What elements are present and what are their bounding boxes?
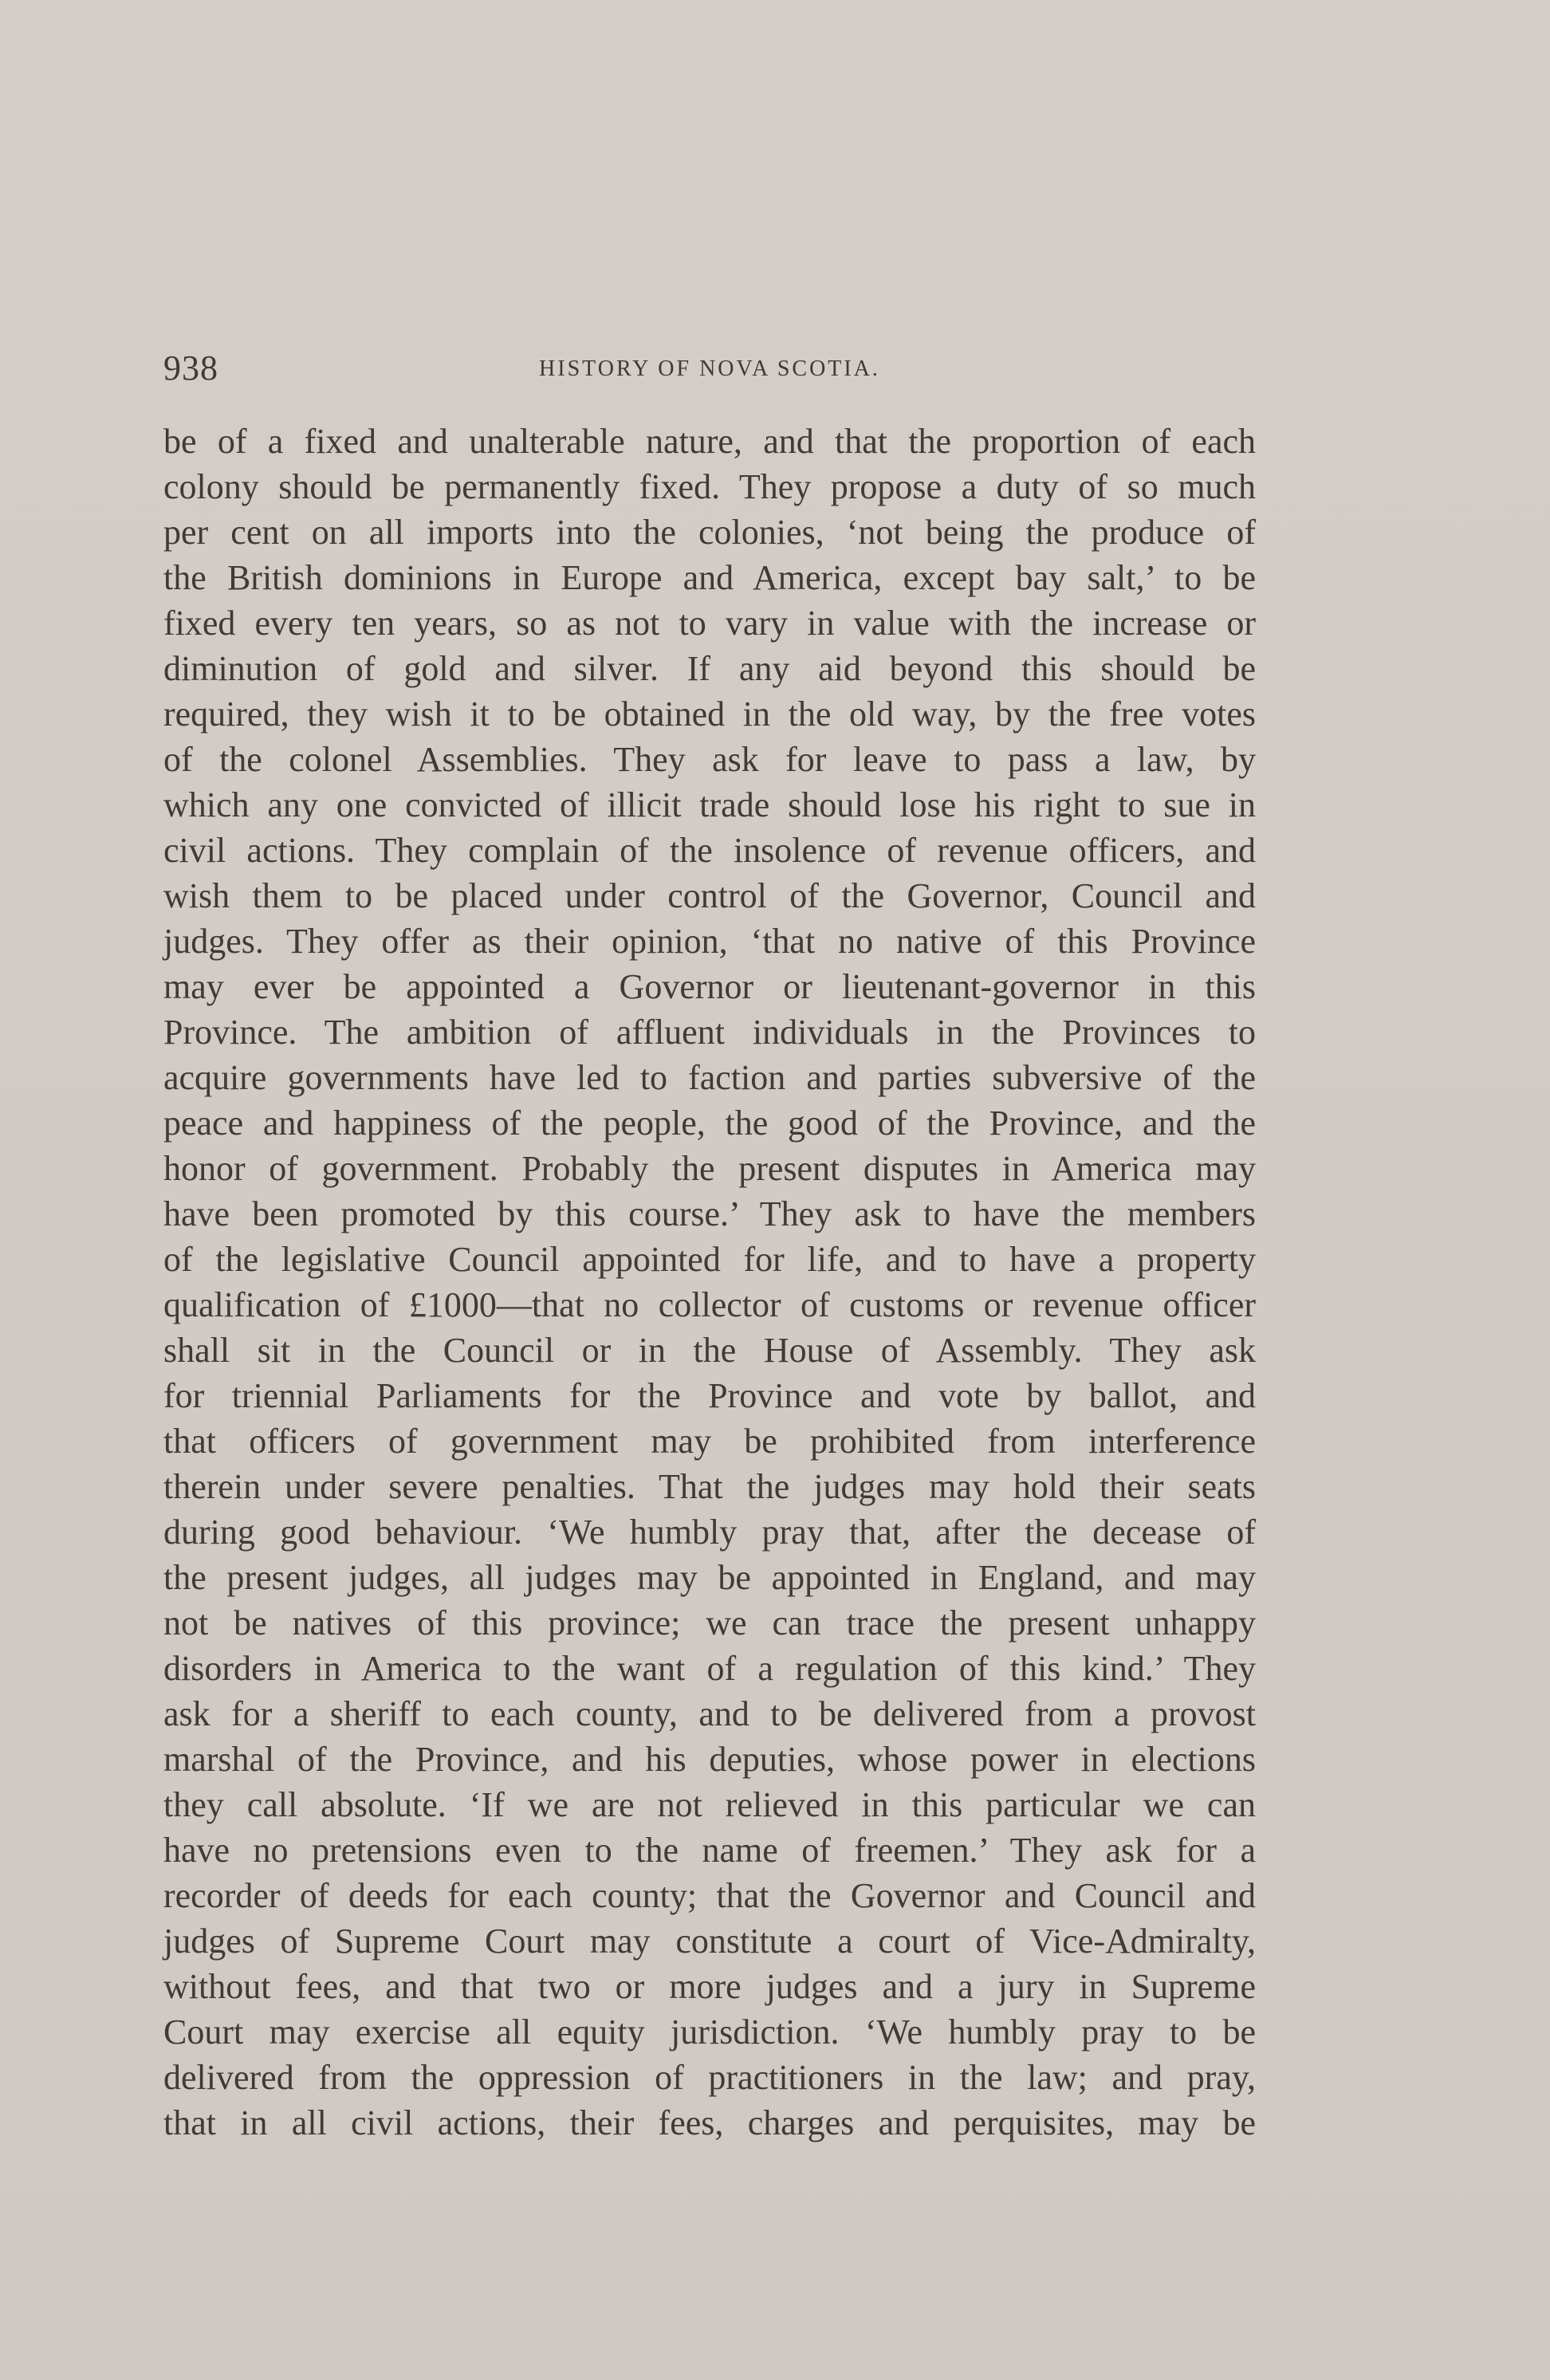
text-line: delivered from the oppression of practitioners in the law; and pray, <box>163 2058 1256 2097</box>
text-line: ask for a sheriff to each county, and to be delivered from a provost <box>163 1694 1256 1733</box>
text-line: be of a fixed and unalterable nature, and that the proportion of each <box>163 422 1256 461</box>
text-line: during good behaviour. ‘We humbly pray that, after the decease of <box>163 1513 1256 1552</box>
text-line: recorder of deeds for each county; that the Governor and Council and <box>163 1876 1256 1915</box>
text-line: have been promoted by this course.’ They ask to have the members <box>163 1194 1256 1233</box>
text-line: civil actions. They complain of the insolence of revenue officers, and <box>163 831 1256 870</box>
text-line: the present judges, all judges may be appointed in England, and may <box>163 1558 1256 1597</box>
text-line: acquire governments have led to faction and parties subversive of the <box>163 1058 1256 1097</box>
text-line: that officers of government may be prohibited from interference <box>163 1422 1256 1461</box>
text-line: required, they wish it to be obtained in the old way, by the free votes <box>163 694 1256 734</box>
text-line: diminution of gold and silver. If any aid beyond this should be <box>163 649 1256 688</box>
running-title: HISTORY OF NOVA SCOTIA. <box>539 356 880 381</box>
text-line: marshal of the Province, and his deputies, whose power in elections <box>163 1740 1256 1779</box>
text-line: not be natives of this province; we can trace the present unhappy <box>163 1603 1256 1642</box>
text-line: of the legislative Council appointed for life, and to have a property <box>163 1240 1256 1279</box>
page-header <box>163 344 1256 392</box>
text-line: without fees, and that two or more judges and a jury in Supreme <box>163 1967 1256 2006</box>
text-line: therein under severe penalties. That the judges may hold their seats <box>163 1467 1256 1506</box>
text-line: fixed every ten years, so as not to vary in value with the increase or <box>163 604 1256 643</box>
text-line: that in all civil actions, their fees, charges and perquisites, may be <box>163 2103 1256 2142</box>
text-line: disorders in America to the want of a regulation of this kind.’ They <box>163 1649 1256 1688</box>
text-line: the British dominions in Europe and America, except bay salt,’ to be <box>163 558 1256 597</box>
text-line: judges of Supreme Court may constitute a court of Vice-Admiralty, <box>163 1922 1256 1961</box>
text-line: may ever be appointed a Governor or lieutenant-governor in this <box>163 967 1256 1006</box>
text-line: Court may exercise all equity jurisdiction. ‘We humbly pray to be <box>163 2012 1256 2052</box>
text-line: of the colonel Assemblies. They ask for leave to pass a law, by <box>163 740 1256 779</box>
text-line: honor of government. Probably the present disputes in America may <box>163 1149 1256 1188</box>
text-line: shall sit in the Council or in the House of Assembly. They ask <box>163 1331 1256 1370</box>
text-line: they call absolute. ‘If we are not relieved in this particular we can <box>163 1785 1256 1824</box>
text-line: for triennial Parliaments for the Province and vote by ballot, and <box>163 1376 1256 1415</box>
text-line: wish them to be placed under control of the Governor, Council and <box>163 876 1256 915</box>
text-line: which any one convicted of illicit trade should lose his right to sue in <box>163 785 1256 824</box>
body-text <box>163 419 1256 2146</box>
text-line: judges. They offer as their opinion, ‘that no native of this Province <box>163 922 1256 961</box>
text-line: per cent on all imports into the colonies, ‘not being the produce of <box>163 513 1256 552</box>
text-line: colony should be permanently fixed. They propose a duty of so much <box>163 467 1256 506</box>
text-line: peace and happiness of the people, the good of the Province, and the <box>163 1103 1256 1143</box>
text-line: qualification of £1000—that no collector of customs or revenue officer <box>163 1285 1256 1324</box>
text-line: have no pretensions even to the name of freemen.’ They ask for a <box>163 1831 1256 1870</box>
page-number: 938 <box>163 348 218 387</box>
text-line: Province. The ambition of affluent individuals in the Provinces to <box>163 1013 1256 1052</box>
